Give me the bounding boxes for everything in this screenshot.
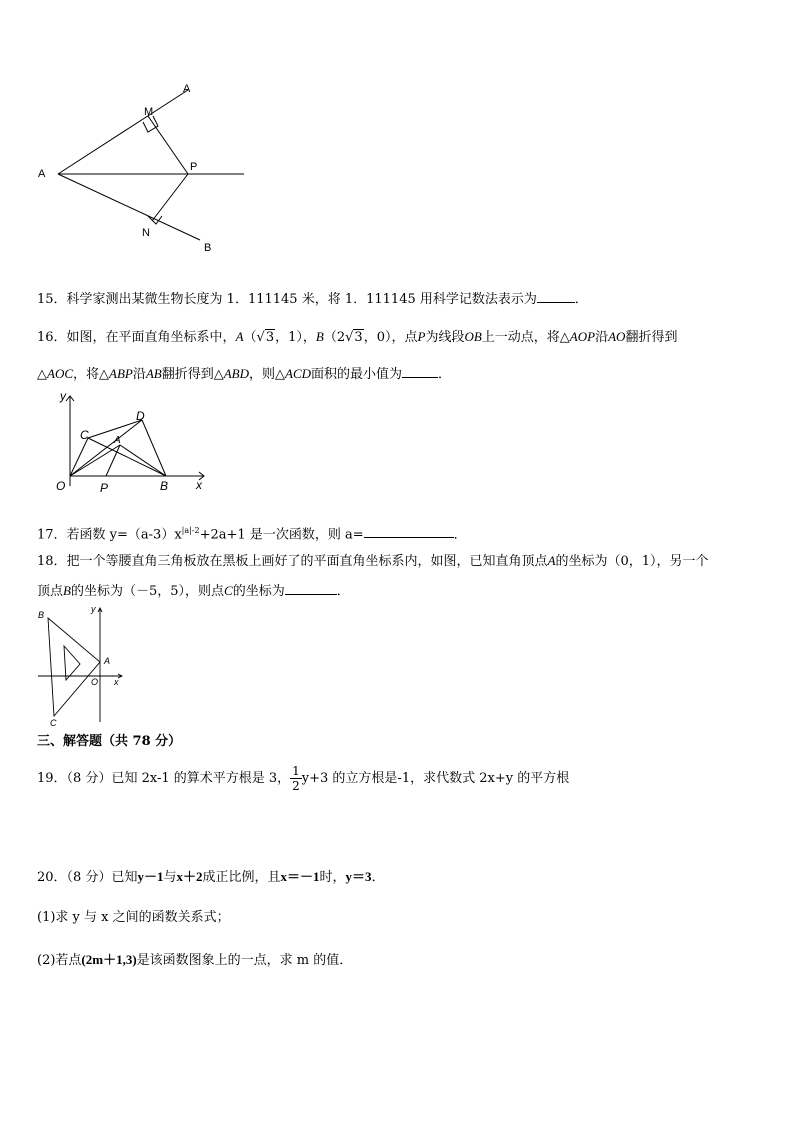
question-20-line-1: 20．（8 分）已知y－1与x＋2成正比例，且x＝－1时，y＝3． [37,869,385,885]
math-expression: x＝－1 [280,869,320,884]
math-expression: x＋2 [176,869,203,884]
right-angle-mark-m [143,116,158,132]
question-number: 20． [37,870,67,885]
question-text: 科学家测出某微生物长度为 1．111145 米，将 1．111145 用科学记数法表示为 [66,292,537,307]
ray-an [58,174,200,240]
sqrt-expression: √3 [345,330,363,345]
label-p: P [100,481,109,495]
label-c: C [50,718,57,728]
figure-angle-bisector [30,78,260,258]
question-16-line-2: △AOC，将△ABP沿AB翻折得到△ABD，则△ACD面积的最小值为 ． [37,366,452,382]
segment-pm [148,116,188,174]
label-b: B [160,479,169,493]
question-20-part-1: (1)求 y 与 x 之间的函数关系式； [37,910,230,925]
label-x: x [114,677,119,687]
label-a-top: A [183,83,191,95]
question-number: 19． [37,771,67,786]
figure-coordinate-fold [36,390,216,498]
ray-am [58,90,188,174]
triangle-board-inner [64,646,80,680]
question-15: 15．科学家测出某微生物长度为 1．111145 米，将 1．111145 用科学记数法表示为 ． [37,292,588,307]
label-b: B [204,242,212,254]
question-18-line-1: 18．把一个等腰直角三角板放在黑板上画好了的平面直角坐标系内，如图，已知直角顶点A的坐标为（0，1），另一个 [37,553,709,569]
answer-blank[interactable] [402,365,438,378]
sqrt-expression: √3 [256,330,275,345]
label-p: P [190,161,198,173]
math-expression: (2m＋1,3) [81,952,137,967]
label-y: y [91,604,96,614]
label-a: A [104,656,111,666]
question-20-part-2: (2)若点(2m＋1,3)是该函数图象上的一点，求 m 的值． [37,952,353,968]
question-19: 19．（8 分）已知 2x-1 的算术平方根是 3， $\frac{1}{2}$ y+3 的立方根是-1，求代数式 2x+y 的平方根 [37,764,570,793]
label-m: M [144,106,154,118]
question-16-line-1: 16．如图，在平面直角坐标系中，A（√3，1），B（2√3，0），点P为线段OB上一动点，将△AOP沿AO翻折得到 [37,329,678,345]
label-b: B [38,610,45,620]
label-o: O [56,479,66,493]
question-17: 17．若函数 $y=(a-3)x^{|a|-2}+2a+1$ 是一次函数，则 a= ． [37,526,467,543]
label-d: D [136,409,145,423]
fraction: $\frac{1}{2}$ [292,764,300,793]
question-18-line-2: 顶点B的坐标为（－5，5），则点C的坐标为 ． [37,583,350,599]
math-expression: y＝3 [345,869,372,884]
label-c: C [80,428,89,442]
question-number: 15． [37,292,67,307]
question-number: 17． [37,527,67,543]
answer-blank[interactable] [364,525,454,538]
label-a: A [38,168,46,180]
section-heading: 三、解答题（共 78 分） [37,734,182,749]
answer-blank[interactable] [537,290,575,303]
label-x: x [196,478,202,492]
question-number: 16． [37,330,67,345]
label-a: A [114,435,121,446]
label-n: N [142,227,150,239]
segment-pn [152,174,188,221]
answer-blank[interactable] [285,582,337,595]
label-y: y [60,390,66,403]
label-o: O [91,677,99,687]
question-number: 18． [37,554,67,569]
figure-triangle-board [34,604,130,730]
math-expression: y－1 [137,869,164,884]
triangle-board-outer [48,618,100,716]
